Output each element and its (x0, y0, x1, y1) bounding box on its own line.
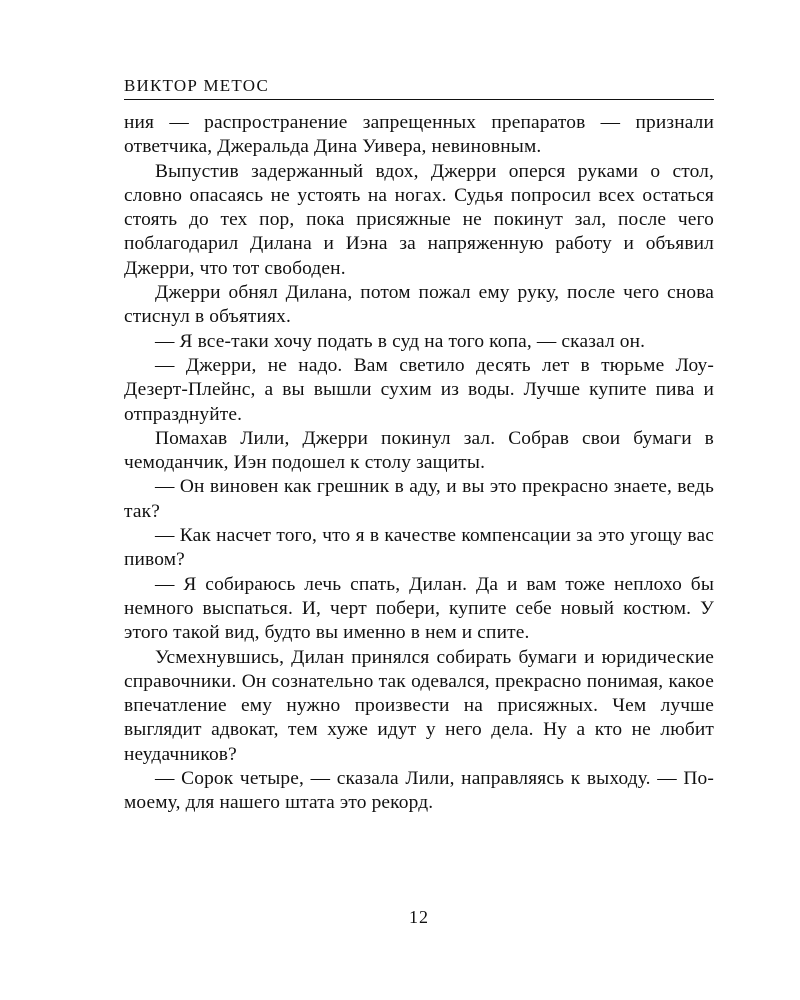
paragraph: Усмехнувшись, Дилан принялся собирать бумаги и юридические справочники. Он сознательно так одевался, прекрасно понимая, какое впечатление ему нужно произвести на присяжных. Чем лучше выглядит адвокат, тем хуже идут у него дела. Ну а кто не любит неудачников? (124, 646, 714, 765)
dialogue-line: — Джерри, не надо. Вам светило десять лет в тюрьме Лоу-Дезерт-Плейнс, а вы вышли сухим из воды. Лучше купите пива и отпразднуйте. (124, 354, 714, 425)
dialogue-line: — Сорок четыре, — сказала Лили, направляясь к выходу. — По-моему, для нашего штата это рекорд. (124, 768, 714, 814)
dialogue-line: — Я все-таки хочу подать в суд на того копа, — сказал он. (155, 330, 646, 352)
paragraph: Помахав Лили, Джерри покинул зал. Собрав свои бумаги в чемоданчик, Иэн подошел к столу защиты. (124, 427, 714, 474)
dialogue-line: — Как насчет того, что я в качестве компенсации за это угощу вас пивом? (124, 525, 714, 571)
book-page (124, 76, 714, 927)
dialogue-line: — Он виновен как грешник в аду, и вы это прекрасно знаете, ведь так? (124, 476, 714, 522)
page-number: 12 (409, 907, 429, 927)
running-head-author: ВИКТОР МЕТОС (124, 76, 714, 100)
dialogue-line: — Я собираюсь лечь спать, Дилан. Да и вам тоже неплохо бы немного выспаться. И, черт побери, купите себе новый костюм. У этого такой вид, будто вы именно в нем и спите. (124, 573, 714, 644)
paragraph-continued: ния — распространение запрещенных препаратов — признали ответчика, Джеральда Дина Уивера, невиновным. (124, 112, 714, 158)
paragraph: Джерри обнял Дилана, потом пожал ему руку, после чего снова стиснул в объятиях. (124, 282, 714, 328)
page-body-text (124, 111, 714, 816)
paragraph: Выпустив задержанный вдох, Джерри оперся руками о стол, словно опасаясь не устоять на ногах. Судья попросил всех остаться стоять до тех пор, пока присяжные не покинут зал, после чего поблагодарил Дилана и Иэна за напряженную работу и объявил Джерри, что тот свободен. (124, 160, 714, 279)
